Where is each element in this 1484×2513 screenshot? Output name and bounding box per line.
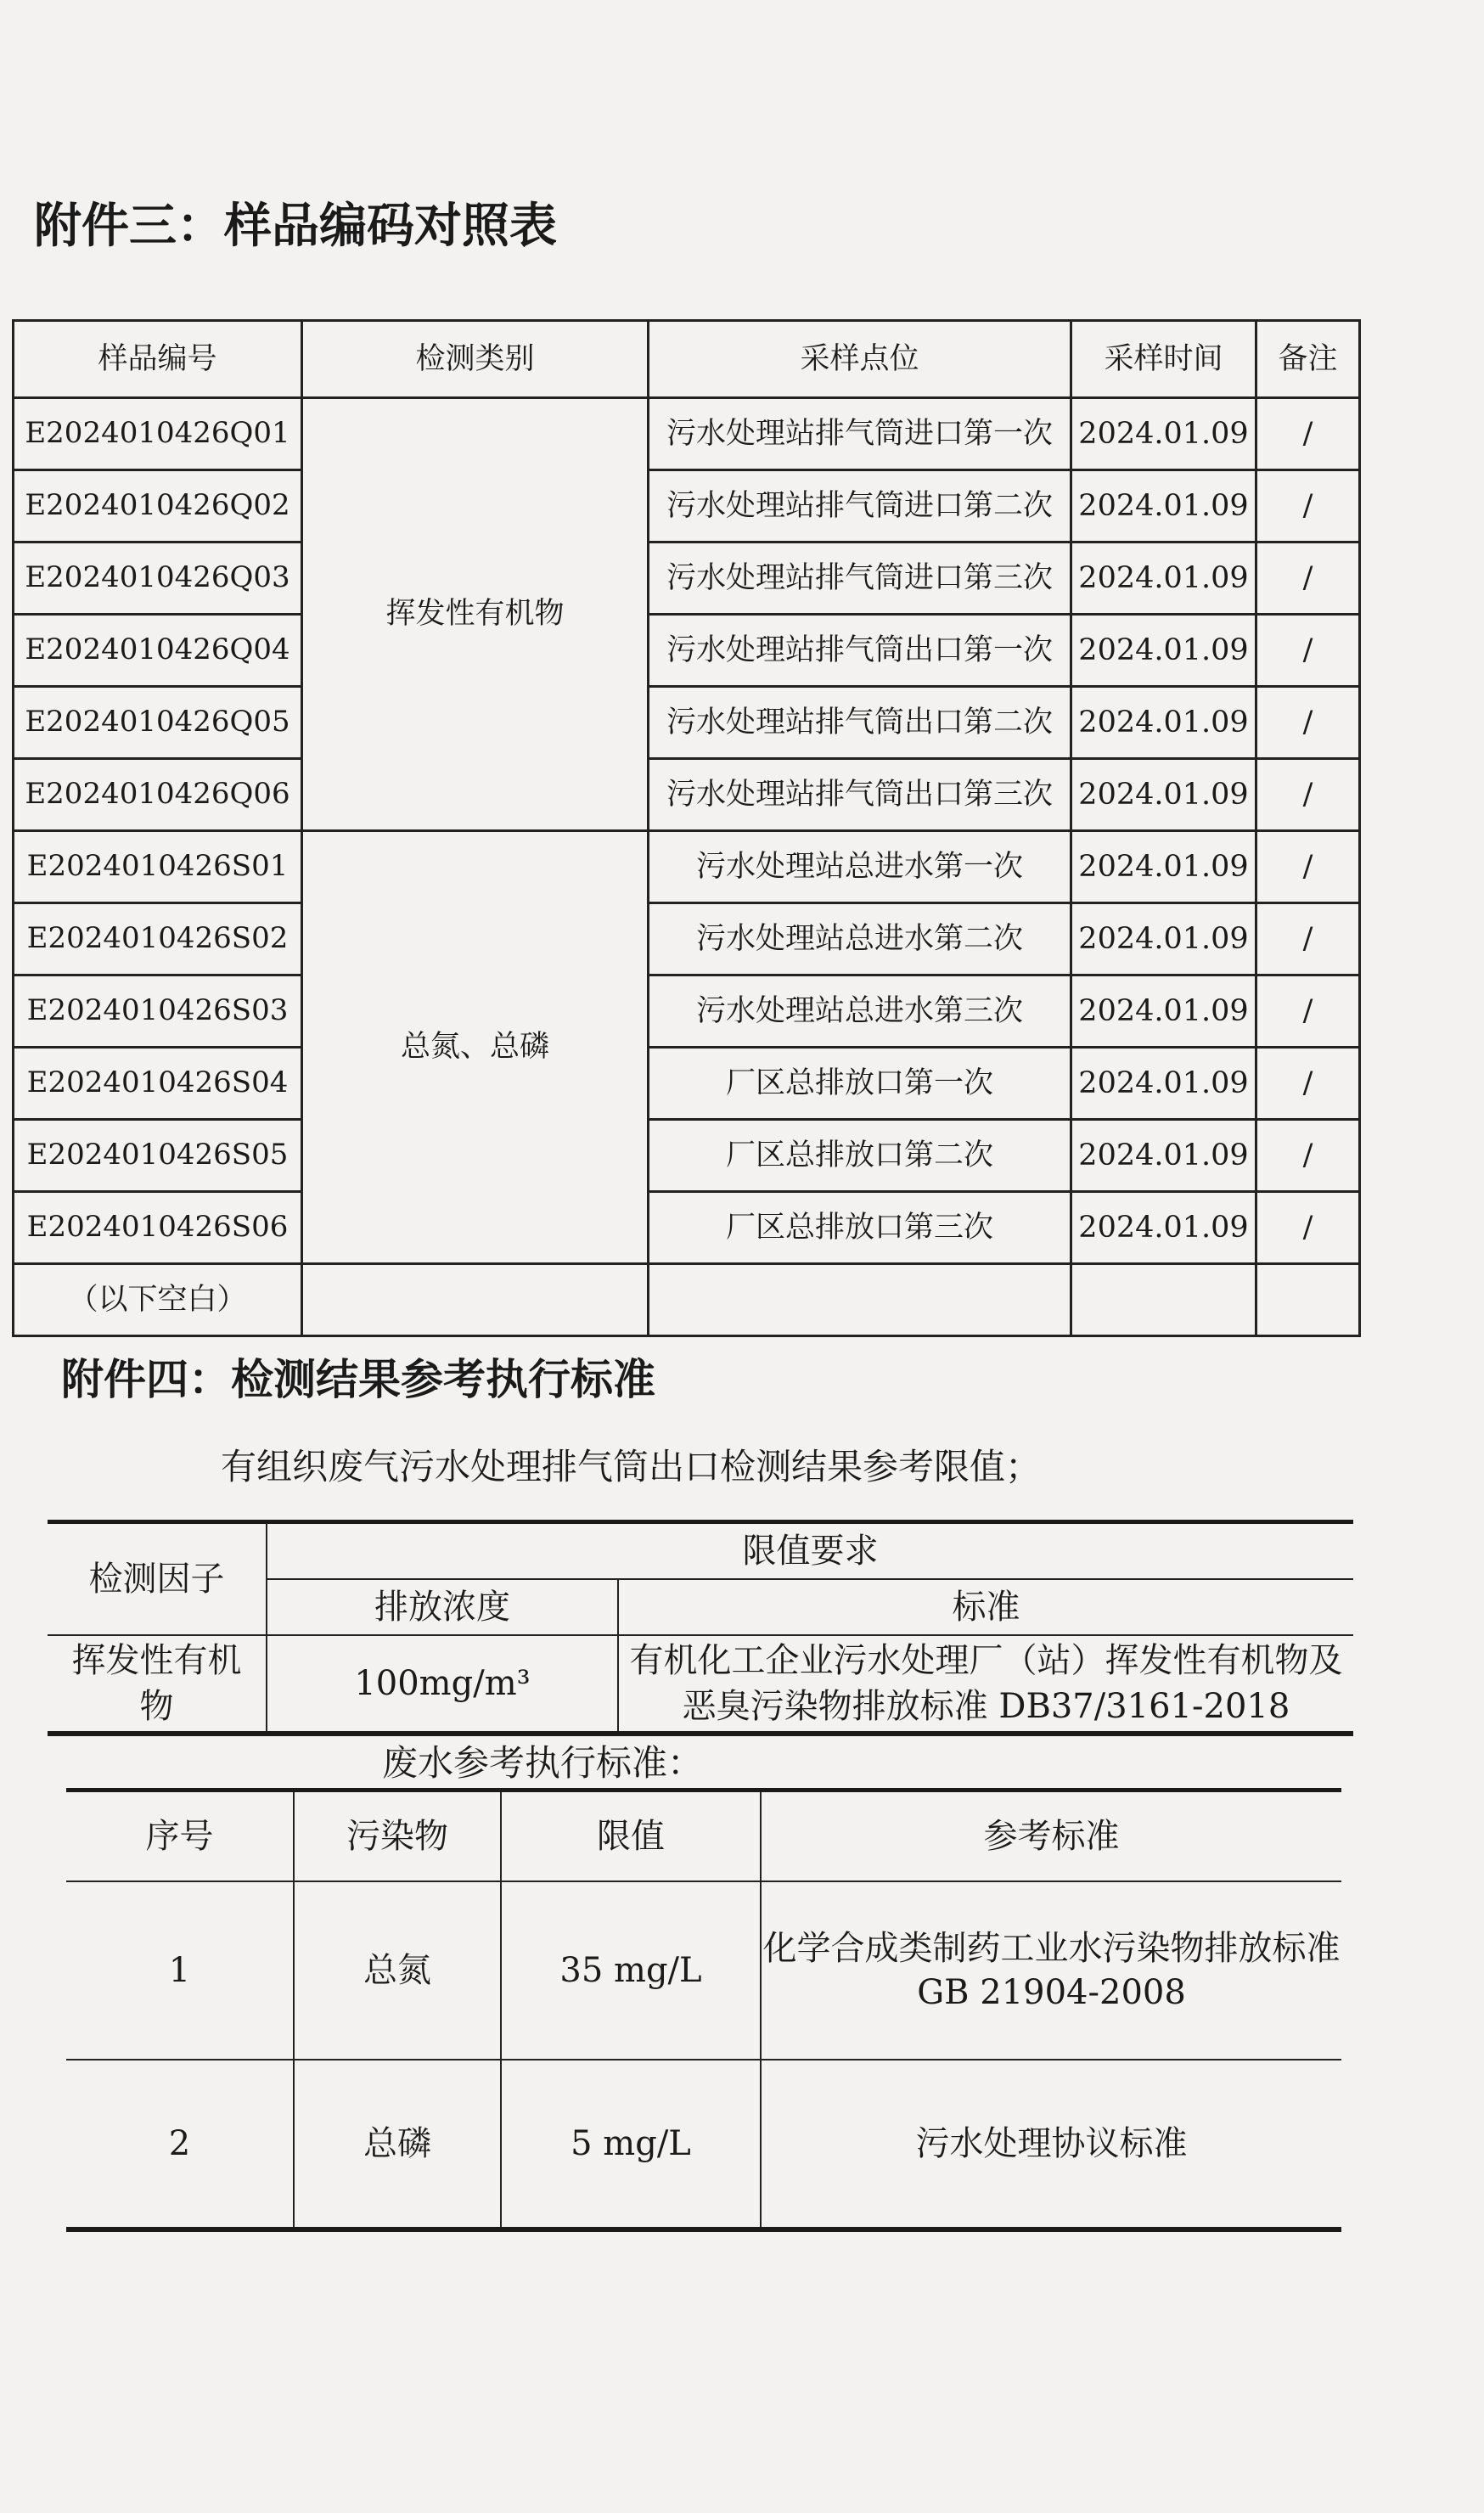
standard-line-2: 恶臭污染物排放标准 DB37/3161-2018: [682, 1687, 1290, 1726]
concentration-cell: 100mg/m³: [267, 1635, 618, 1734]
empty-cell: [1256, 1264, 1360, 1336]
wastewater-intro-text: 废水参考执行标准：: [382, 1742, 704, 1784]
note-cell: /: [1256, 831, 1360, 903]
table-row: [14, 543, 1360, 615]
sample-code-cell: E2024010426S06: [14, 1192, 302, 1264]
table-header-row: [66, 1791, 1341, 1882]
note-cell: /: [1256, 1048, 1360, 1120]
sampling-time-cell: 2024.01.09: [1071, 1048, 1256, 1120]
table-row: [14, 615, 1360, 687]
row-limit: 5 mg/L: [501, 2060, 761, 2229]
factor-cell: [48, 1635, 267, 1734]
col-header-sampling-point: 采样点位: [649, 321, 1071, 398]
sample-code-cell: E2024010426Q05: [14, 687, 302, 759]
sample-code-cell: E2024010426S02: [14, 903, 302, 975]
note-cell: /: [1256, 1192, 1360, 1264]
row-pollutant: 总氮: [294, 1881, 501, 2060]
sample-code-cell: E2024010426S04: [14, 1048, 302, 1120]
empty-cell: [649, 1264, 1071, 1336]
sample-code-cell: E2024010426S05: [14, 1120, 302, 1192]
table-row: [14, 1120, 1360, 1192]
col-header-category: 检测类别: [302, 321, 649, 398]
sampling-point-cell: 污水处理站排气筒进口第一次: [649, 398, 1071, 470]
col-header-limit: 限值: [501, 1791, 761, 1882]
sample-code-cell: E2024010426S03: [14, 975, 302, 1048]
table-row: [14, 398, 1360, 470]
exhaust-intro-text: 有组织废气污水处理排气筒出口检测结果参考限值；: [221, 1446, 1042, 1487]
empty-cell: [1071, 1264, 1256, 1336]
sample-code-cell: E2024010426Q06: [14, 759, 302, 831]
sample-code-cell: E2024010426Q04: [14, 615, 302, 687]
note-cell: /: [1256, 398, 1360, 470]
table-row: [66, 2060, 1341, 2229]
row-standard-line-1: 化学合成类制药工业水污染物排放标准: [762, 1929, 1341, 1968]
sample-code-cell: E2024010426Q03: [14, 543, 302, 615]
sample-code-cell: E2024010426S01: [14, 831, 302, 903]
col-header-sampling-time: 采样时间: [1071, 321, 1256, 398]
limit-requirement-table: [48, 1520, 1353, 1736]
standard-header: 标准: [618, 1579, 1353, 1635]
category-cell: 挥发性有机物: [302, 398, 649, 831]
standard-line-1: 有机化工企业污水处理厂（站）挥发性有机物及: [629, 1641, 1343, 1680]
note-cell: /: [1256, 687, 1360, 759]
table-row: [14, 1192, 1360, 1264]
sampling-time-cell: 2024.01.09: [1071, 1192, 1256, 1264]
note-cell: /: [1256, 543, 1360, 615]
annex4-title: 附件四：检测结果参考执行标准: [61, 1355, 655, 1404]
note-cell: /: [1256, 1120, 1360, 1192]
sampling-point-cell: 污水处理站排气筒出口第一次: [649, 615, 1071, 687]
sampling-point-cell: 污水处理站排气筒出口第三次: [649, 759, 1071, 831]
sampling-point-cell: 污水处理站排气筒出口第二次: [649, 687, 1071, 759]
row-standard-line-1: 污水处理协议标准: [915, 2124, 1188, 2163]
standard-cell: [618, 1635, 1353, 1734]
sampling-time-cell: 2024.01.09: [1071, 903, 1256, 975]
sample-code-cell: E2024010426Q02: [14, 470, 302, 543]
sampling-time-cell: 2024.01.09: [1071, 543, 1256, 615]
note-cell: /: [1256, 615, 1360, 687]
sample-code-table: [12, 319, 1361, 1337]
sampling-point-cell: 污水处理站总进水第二次: [649, 903, 1071, 975]
col-header-pollutant: 污染物: [294, 1791, 501, 1882]
sampling-point-cell: 厂区总排放口第一次: [649, 1048, 1071, 1120]
sampling-time-cell: 2024.01.09: [1071, 687, 1256, 759]
category-cell: 总氮、总磷: [302, 831, 649, 1264]
sampling-time-cell: 2024.01.09: [1071, 975, 1256, 1048]
sampling-point-cell: 厂区总排放口第三次: [649, 1192, 1071, 1264]
sampling-point-cell: 污水处理站总进水第一次: [649, 831, 1071, 903]
factor-value: 挥发性有机物: [71, 1641, 242, 1726]
table-row: [66, 1881, 1341, 2060]
note-cell: /: [1256, 759, 1360, 831]
col-header-note: 备注: [1256, 321, 1360, 398]
table-row: [14, 759, 1360, 831]
row-no: 1: [66, 1881, 294, 2060]
blank-row-label: （以下空白）: [14, 1264, 302, 1336]
sampling-time-cell: 2024.01.09: [1071, 398, 1256, 470]
sampling-time-cell: 2024.01.09: [1071, 470, 1256, 543]
note-cell: /: [1256, 903, 1360, 975]
table-row: [14, 687, 1360, 759]
table-row: [14, 903, 1360, 975]
sampling-time-cell: 2024.01.09: [1071, 831, 1256, 903]
row-limit: 35 mg/L: [501, 1881, 761, 2060]
table-row: [48, 1635, 1353, 1734]
factor-header: 检测因子: [48, 1522, 267, 1636]
note-cell: /: [1256, 975, 1360, 1048]
col-header-no: 序号: [66, 1791, 294, 1882]
sampling-point-cell: 厂区总排放口第二次: [649, 1120, 1071, 1192]
wastewater-standard-table: [66, 1788, 1341, 2232]
row-standard-line-2: GB 21904-2008: [917, 1973, 1186, 2012]
sampling-time-cell: 2024.01.09: [1071, 759, 1256, 831]
concentration-header: 排放浓度: [267, 1579, 618, 1635]
table-row: [14, 1048, 1360, 1120]
empty-cell: [302, 1264, 649, 1336]
col-header-sample-code: 样品编号: [14, 321, 302, 398]
table-header-row: [14, 321, 1360, 398]
sampling-time-cell: 2024.01.09: [1071, 615, 1256, 687]
row-standard: [761, 2060, 1341, 2229]
row-no: 2: [66, 2060, 294, 2229]
col-header-reference-standard: 参考标准: [761, 1791, 1341, 1882]
sampling-point-cell: 污水处理站排气筒进口第二次: [649, 470, 1071, 543]
table-row: [14, 831, 1360, 903]
sampling-time-cell: 2024.01.09: [1071, 1120, 1256, 1192]
row-standard: [761, 1881, 1341, 2060]
table-row: [14, 975, 1360, 1048]
sample-code-cell: E2024010426Q01: [14, 398, 302, 470]
annex3-title: 附件三：样品编码对照表: [34, 199, 557, 254]
row-pollutant: 总磷: [294, 2060, 501, 2229]
note-cell: /: [1256, 470, 1360, 543]
blank-row: [14, 1264, 1360, 1336]
sampling-point-cell: 污水处理站排气筒进口第三次: [649, 543, 1071, 615]
table-row: [14, 470, 1360, 543]
sample-table-body: [14, 398, 1360, 1336]
requirement-header: 限值要求: [267, 1522, 1353, 1580]
sampling-point-cell: 污水处理站总进水第三次: [649, 975, 1071, 1048]
